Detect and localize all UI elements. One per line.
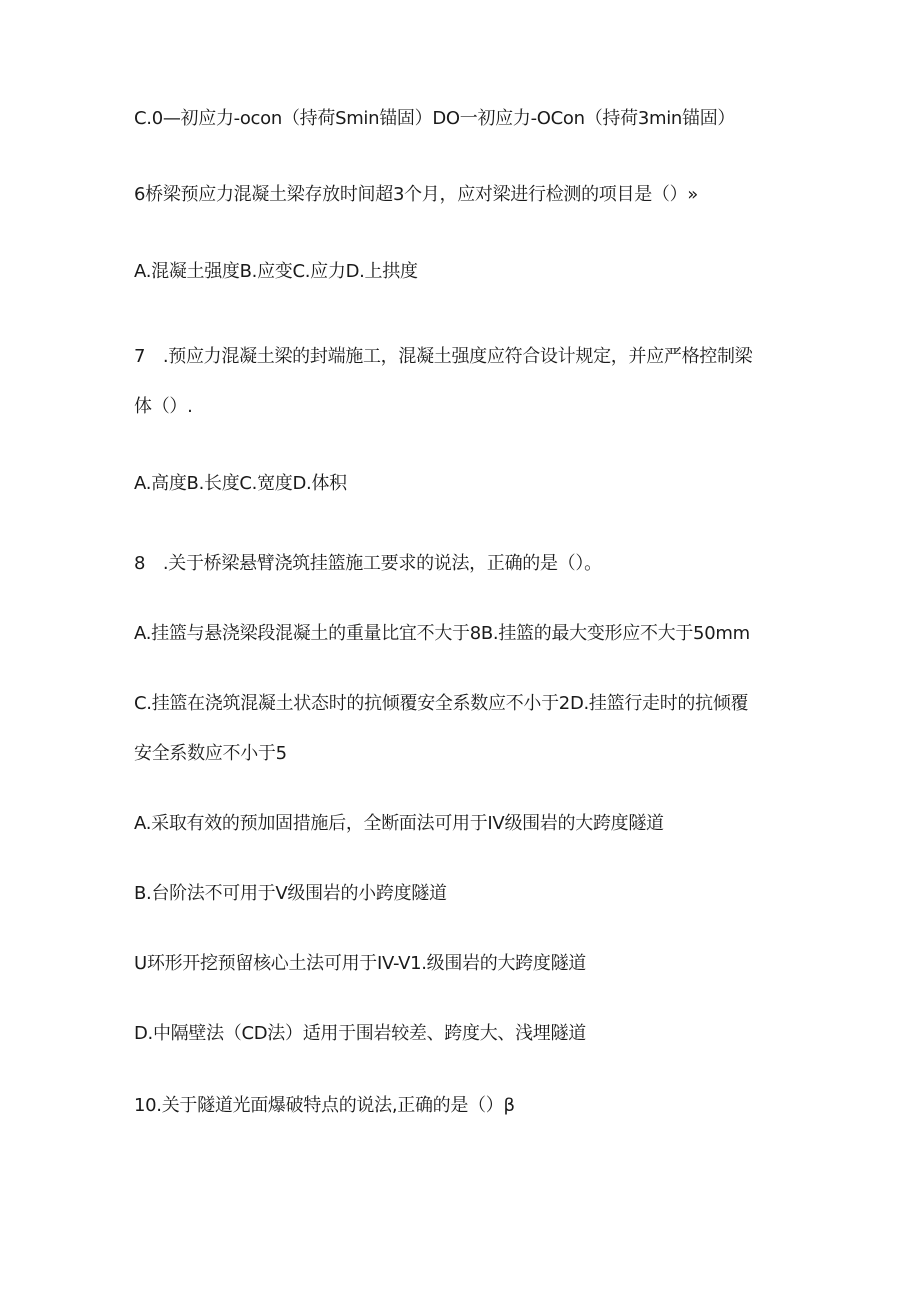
question-8-options-c-d-line-1: C.挂篮在浇筑混凝土状态时的抗倾覆安全系数应不小于2D.挂篮行走时的抗倾覆 [134, 693, 749, 714]
question-7-text-line-1: 7 .预应力混凝土梁的封端施工，混凝土强度应符合设计规定，并应严格控制梁 [134, 346, 753, 367]
tunnel-option-c: U环形开挖预留核心土法可用于IV-V1.级围岩的大跨度隧道 [134, 953, 586, 974]
tunnel-option-a: A.采取有效的预加固措施后，全断面法可用于IV级围岩的大跨度隧道 [134, 813, 664, 834]
question-10-text: 10.关于隧道光面爆破特点的说法,正确的是（）β [134, 1095, 515, 1116]
tunnel-option-b: B.台阶法不可用于V级围岩的小跨度隧道 [134, 883, 447, 904]
tunnel-option-d: D.中隔壁法（CD法）适用于围岩较差、跨度大、浅埋隧道 [134, 1023, 586, 1044]
question-7-text-line-2: 体（）. [134, 396, 193, 417]
option-line-c-d-prestress: C.0—初应力-ocon（持荷Smin锚固）DO一初应力-OCon（持荷3min锚固） [134, 108, 736, 129]
question-8-text: 8 .关于桥梁悬臂浇筑挂篮施工要求的说法，正确的是（）。 [134, 553, 602, 574]
question-8-options-c-d-line-2: 安全系数应不小于5 [134, 743, 287, 764]
question-6-options: A.混凝土强度B.应变C.应力D.上拱度 [134, 261, 418, 282]
question-6-text: 6桥梁预应力混凝土梁存放时间超3个月，应对梁进行检测的项目是（）» [134, 184, 699, 205]
question-8-options-a-b: A.挂篮与悬浇梁段混凝土的重量比宜不大于8B.挂篮的最大变形应不大于50mm [134, 623, 750, 644]
question-7-options: A.高度B.长度C.宽度D.体积 [134, 473, 347, 494]
